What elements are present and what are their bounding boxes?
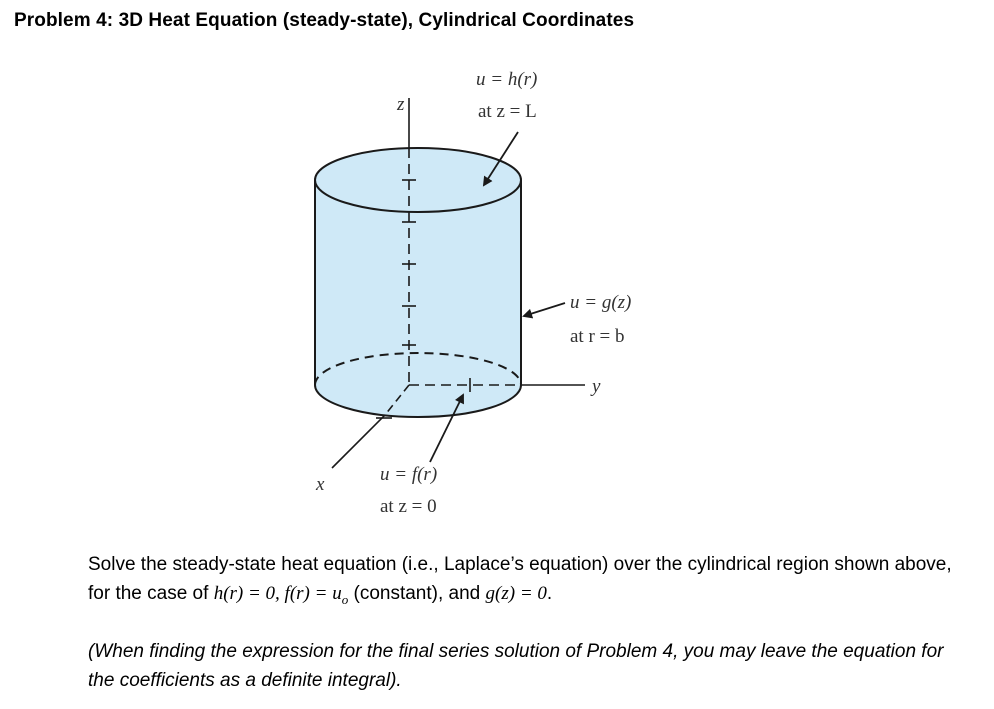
statement-text-2: (constant), and: [348, 583, 486, 604]
statement-text-1: Solve the steady-state heat equation (i.e., Laplace’s equation) over the cylindrical region shown above, for the case of: [88, 554, 952, 604]
side-bc-label: u = g(z): [570, 292, 632, 313]
y-axis-label: y: [592, 376, 601, 397]
problem-note: (When finding the expression for the final series solution of Problem 4, you may leave the equation for the coefficients as a definite integral).: [88, 641, 944, 691]
math-subscript: o: [341, 591, 349, 607]
top-bc-location: at z = L: [478, 101, 537, 122]
math-g: g(z) = 0: [485, 583, 547, 604]
math-h-f: h(r) = 0, f(r) = u: [213, 583, 342, 604]
z-axis-label: z: [397, 94, 405, 115]
cylinder-top: [315, 148, 521, 212]
top-bc-label: u = h(r): [476, 69, 538, 90]
side-bc-location: at r = b: [570, 326, 625, 347]
cylinder-body: [315, 180, 521, 417]
bottom-bc-location: at z = 0: [380, 496, 437, 517]
x-axis: [332, 415, 385, 468]
problem-title: Problem 4: 3D Heat Equation (steady-state), Cylindrical Coordinates: [14, 10, 635, 31]
side-bc-arrow: [524, 303, 565, 316]
x-axis-label: x: [316, 474, 325, 495]
statement-text-3: .: [546, 583, 553, 604]
bottom-bc-label: u = f(r): [380, 464, 438, 485]
problem-statement: [88, 550, 968, 614]
